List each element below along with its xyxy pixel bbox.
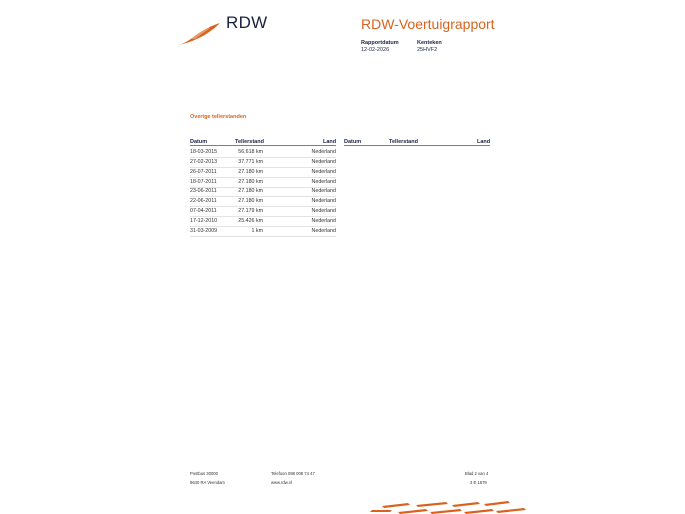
row-odometer: 1 km (251, 228, 263, 234)
row-land: Nederland (311, 188, 336, 194)
footer-code: 3 E 1679 (470, 480, 487, 485)
row-date: 23-06-2011 (190, 188, 217, 194)
row-land: Nederland (311, 208, 336, 214)
row-date: 26-07-2011 (190, 169, 217, 175)
row-odometer: 27.180 km (238, 188, 263, 194)
col-header-date: Datum (190, 139, 208, 145)
footer-page: Blad 2 van 4 (465, 471, 489, 476)
header-divider-right (344, 145, 490, 146)
col-header-odometer: Tellerstand (235, 139, 264, 145)
rdw-logo-icon (177, 21, 221, 46)
report-title: RDW-Voertuigrapport (361, 16, 495, 32)
footer-stripes-graphic (368, 500, 528, 514)
row-land: Nederland (311, 218, 336, 224)
row-land: Nederland (311, 228, 336, 234)
row-odometer: 37.771 km (238, 159, 263, 165)
row-odometer: 27.179 km (238, 208, 263, 214)
table-row (190, 226, 336, 237)
row-odometer: 27.180 km (238, 179, 263, 185)
section-title: Overige tellerstanden (190, 114, 247, 120)
row-odometer: 27.180 km (238, 169, 263, 175)
row-odometer: 56.618 km (238, 149, 263, 155)
row-date: 18-03-2015 (190, 149, 218, 155)
header-divider-left (190, 145, 336, 146)
row-land: Nederland (311, 179, 336, 185)
footer-postbus: Postbus 30000 (190, 471, 218, 476)
report-date-value: 12-02-2026 (361, 47, 390, 53)
row-odometer: 25.426 km (238, 218, 263, 224)
plate-label: Kenteken (417, 40, 442, 46)
row-date: 22-06-2011 (190, 198, 217, 204)
col-header-date-right: Datum (344, 139, 362, 145)
row-date: 18-07-2011 (190, 179, 217, 185)
row-date: 17-12-2010 (190, 218, 218, 224)
row-land: Nederland (311, 149, 336, 155)
col-header-odometer-right: Tellerstand (389, 139, 418, 145)
logo-text: RDW (226, 13, 268, 32)
footer-phone: Telefoon 088 008 74 47 (271, 471, 315, 476)
row-land: Nederland (311, 159, 336, 165)
row-odometer: 27.180 km (238, 198, 263, 204)
col-header-land: Land (323, 139, 337, 145)
row-land: Nederland (311, 198, 336, 204)
plate-value: 25HVF2 (417, 47, 438, 53)
row-date: 27-02-2013 (190, 159, 218, 165)
footer-address: 9640 RA Veendam (190, 480, 225, 485)
report-date-label: Rapportdatum (361, 40, 399, 46)
col-header-land-right: Land (477, 139, 491, 145)
row-land: Nederland (311, 169, 336, 175)
footer-website: www.rdw.nl (271, 480, 292, 485)
row-date: 07-04-2011 (190, 208, 217, 214)
row-date: 31-03-2009 (190, 228, 218, 234)
